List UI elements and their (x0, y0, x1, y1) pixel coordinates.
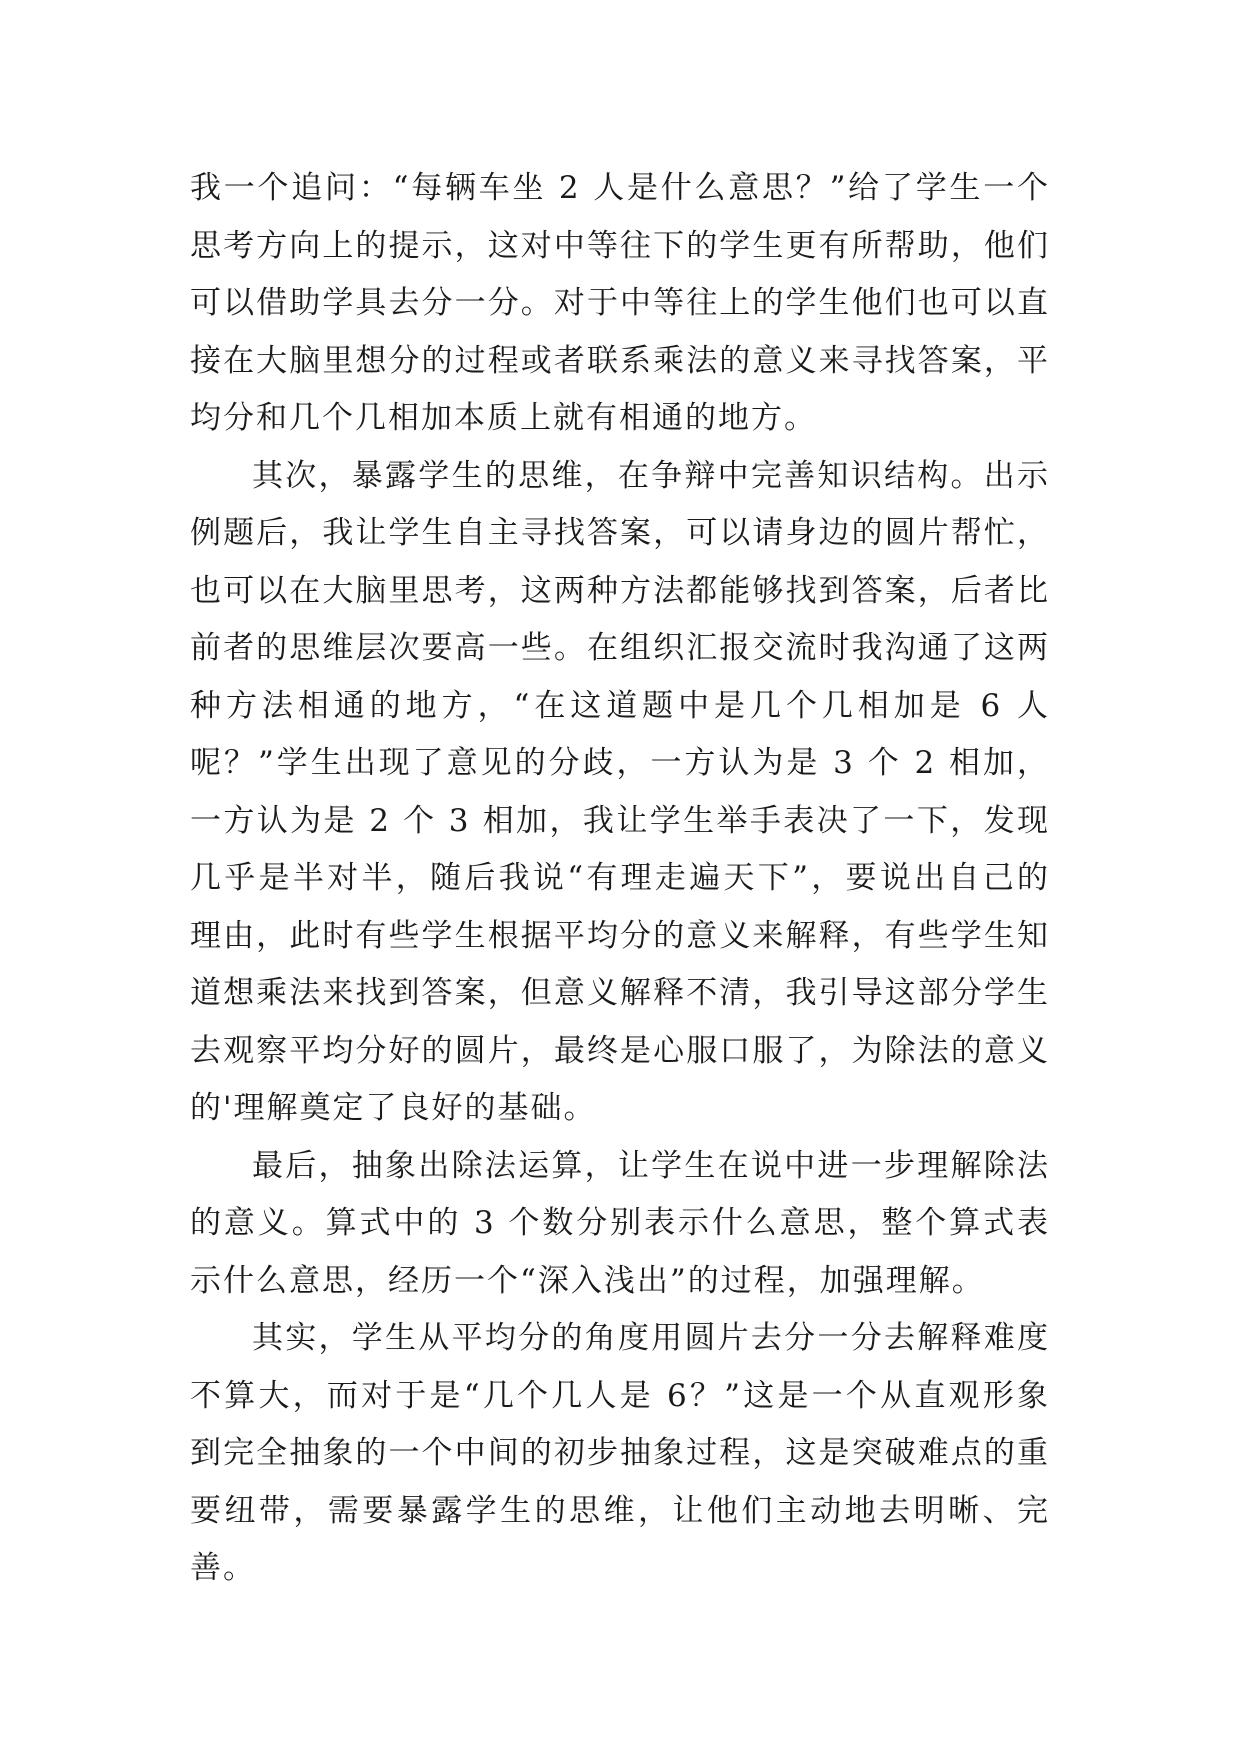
paragraph-4: 其实，学生从平均分的角度用圆片去分一分去解释难度不算大，而对于是“几个几人是 6？”这是一个从直观形象到完全抽象的一个中间的初步抽象过程，这是突破难点的重要纽带，需要暴露学生的思维，让他们主动地去明晰、完善。 (190, 1320, 1050, 1586)
paragraph-2: 其次，暴露学生的思维，在争辩中完善知识结构。出示例题后，我让学生自主寻找答案，可以请身边的圆片帮忙，也可以在大脑里思考，这两种方法都能够找到答案，后者比前者的思维层次要高一些。在组织汇报交流时我沟通了这两种方法相通的地方，“在这道题中是几个几相加是 6 人呢？”学生出现了意见的分歧，一方认为是 3 个 2 相加，一方认为是 2 个 3 相加，我让学生举手表决了一下，发现几乎是半对半，随后我说“有理走遍天下”，要说出自己的理由，此时有些学生根据平均分的意义来解释，有些学生知道想乘法来找到答案，但意义解释不清，我引导这部分学生去观察平均分好的圆片，最终是心服口服了，为除法的意义的'理解奠定了良好的基础。 (190, 457, 1050, 1126)
paragraph-3: 最后，抽象出除法运算，让学生在说中进一步理解除法的意义。算式中的 3 个数分别表示什么意思，整个算式表示什么意思，经历一个“深入浅出”的过程，加强理解。 (190, 1147, 1050, 1299)
body-text (190, 160, 1050, 1598)
paragraph-1: 我一个追问：“每辆车坐 2 人是什么意思？”给了学生一个思考方向上的提示，这对中等往下的学生更有所帮助，他们可以借助学具去分一分。对于中等往上的学生他们也可以直接在大脑里想分的过程或者联系乘法的意义来寻找答案，平均分和几个几相加本质上就有相通的地方。 (190, 170, 1050, 436)
